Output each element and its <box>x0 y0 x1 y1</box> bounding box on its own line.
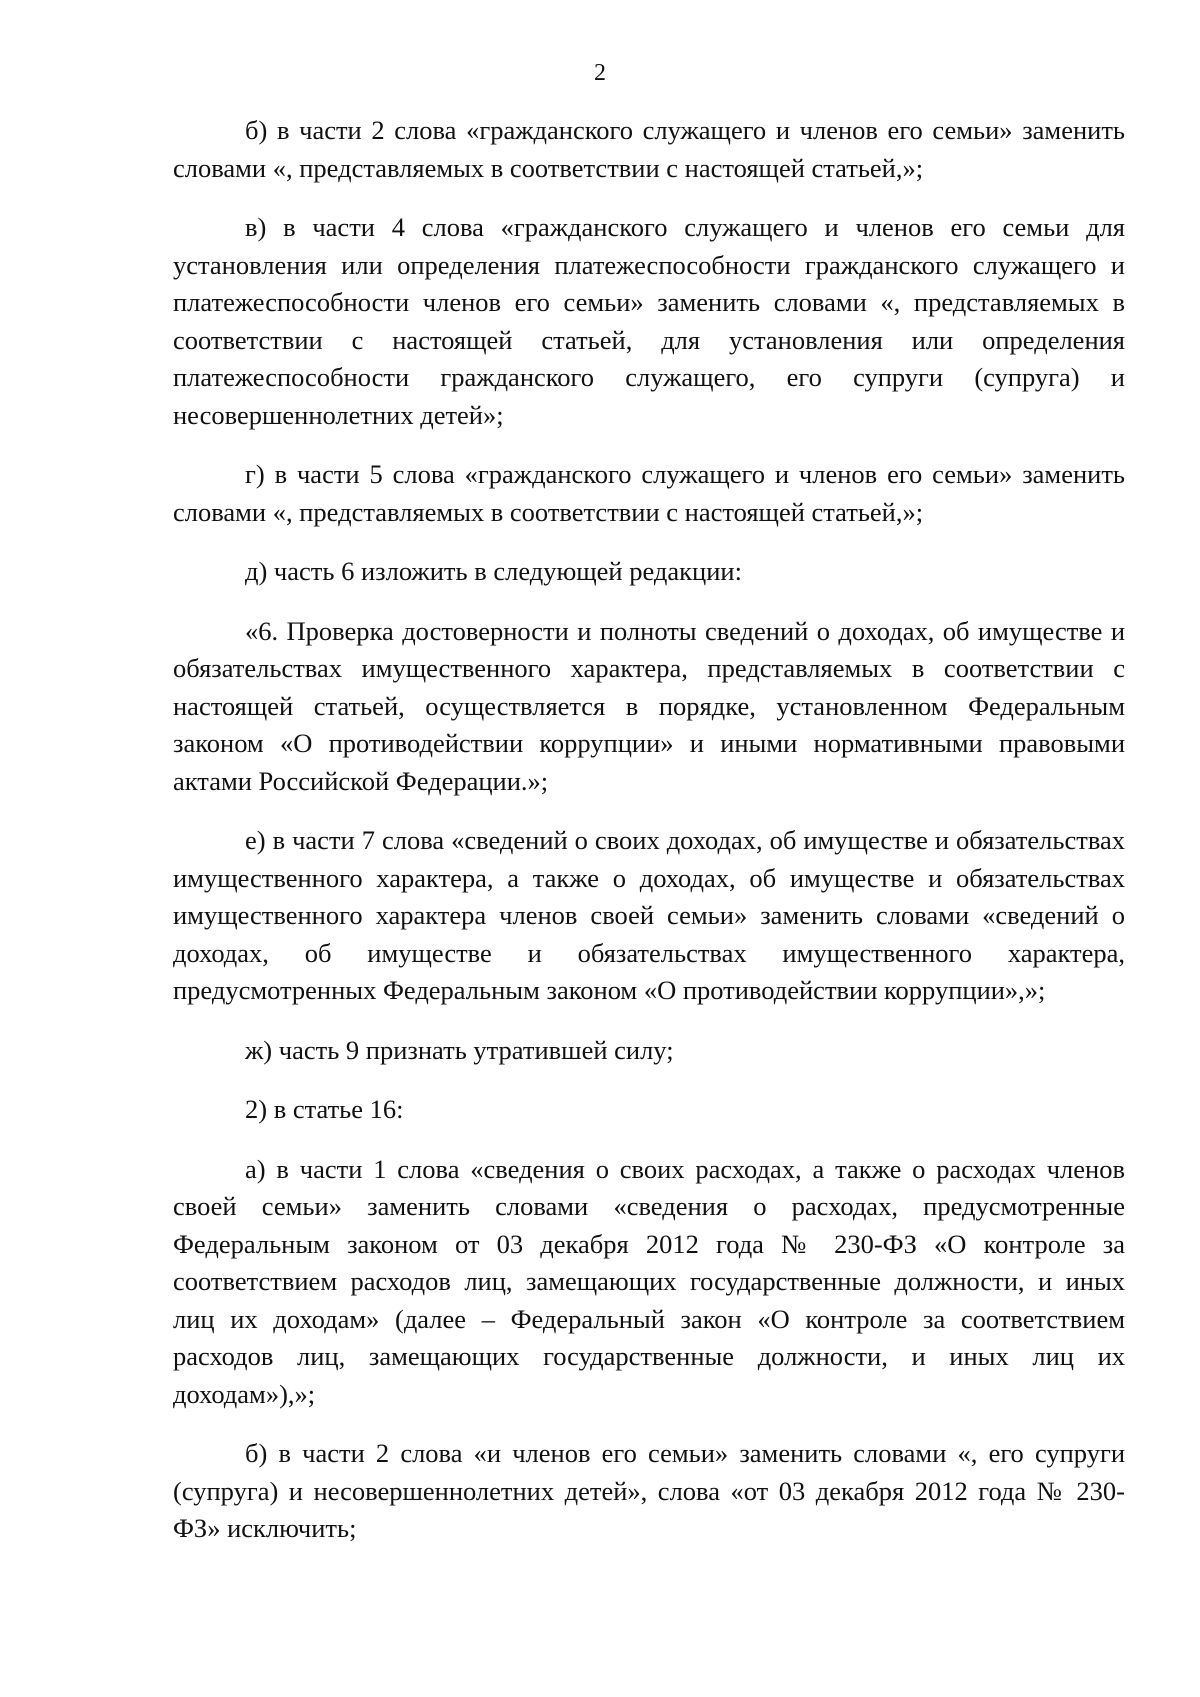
document-body <box>173 112 1125 1570</box>
page-number: 2 <box>594 60 606 86</box>
paragraph-v-part-4: в) в части 4 слова «гражданского служащего и членов его семьи для установления или определения платежеспособности гражданского служащего и платежеспособности членов его семьи» заменить словами «, представляемых в соответствии с настоящей статьей, для установления или определения платежеспособности гражданского служащего, его супруги (супруга) и несовершеннолетних детей»; <box>173 212 1125 430</box>
paragraph-d-part-6: д) часть 6 изложить в следующей редакции: <box>245 556 742 586</box>
paragraph-article-16: 2) в статье 16: <box>245 1094 404 1124</box>
paragraph-b-part-2: б) в части 2 слова «гражданского служащего и членов его семьи» заменить словами «, представляемых в соответствии с настоящей статьей,»; <box>173 115 1125 183</box>
paragraph-zh-part-9: ж) часть 9 признать утратившей силу; <box>245 1034 674 1065</box>
paragraph-e-part-7: е) в части 7 слова «сведений о своих доходах, об имуществе и обязательствах имущественного характера, а также о доходах, об имуществе и обязательствах имущественного характера членов своей семьи» заменить словами «сведений о доходах, об имуществе и обязательствах имущественного характера, предусмотренных Федеральным законом «О противодействии коррупции»,»; <box>173 825 1125 1005</box>
paragraph-g-part-5: г) в части 5 слова «гражданского служащего и членов его семьи» заменить словами «, представляемых в соответствии с настоящей статьей,»; <box>173 459 1125 527</box>
paragraph-a-part-1: а) в части 1 слова «сведения о своих расходах, а также о расходах членов своей семьи» заменить словами «сведения о расходах, предусмотренные Федеральным законом от 03 декабря 2012 года № 230-ФЗ «О контроле за соответствием расходов лиц, замещающих государственные должности, и иных лиц их доходам» (далее – Федеральный закон «О контроле за соответствием расходов лиц, замещающих государственные должности, и иных лиц их доходам»),»; <box>173 1153 1125 1409</box>
paragraph-b-part-2-article-16: б) в части 2 слова «и членов его семьи» заменить словами «, его супруги (супруга) и несовершеннолетних детей», слова «от 03 декабря 2012 года № 230-ФЗ» исключить; <box>173 1438 1125 1543</box>
paragraph-part-6-new-text: «6. Проверка достоверности и полноты сведений о доходах, об имуществе и обязательствах имущественного характера, представляемых в соответствии с настоящей статьей, осуществляется в порядке, установленном Федеральным законом «О противодействии коррупции» и иными нормативными правовыми актами Российской Федерации.»; <box>173 615 1125 796</box>
